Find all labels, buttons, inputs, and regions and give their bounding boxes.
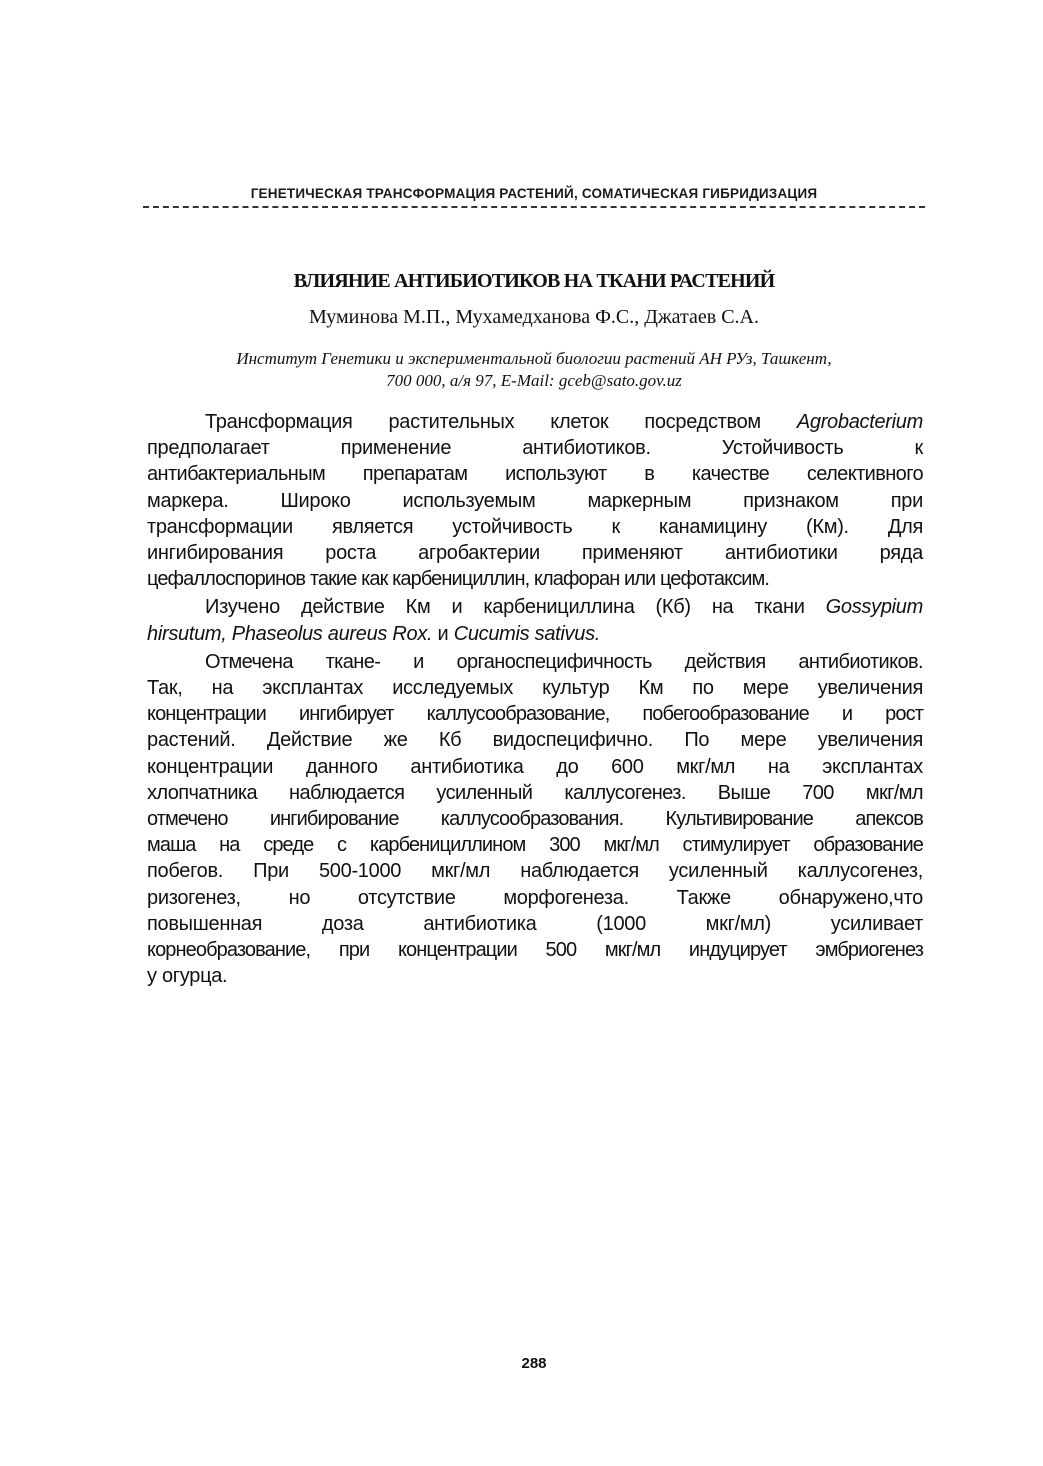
paragraph-line: предполагает применение антибиотиков. Устойчивость к [147,437,923,460]
paragraph-line: Отмечена ткане- и органоспецифичность действия антибиотиков. [205,650,923,673]
article-title: ВЛИЯНИЕ АНТИБИОТИКОВ НА ТКАНИ РАСТЕНИЙ [293,270,775,292]
species-name: Gossypium [825,596,923,619]
paragraph-2 [147,594,923,646]
paragraph-line: цефаллоспоринов такие как карбенициллин, клафоран или цефотаксим. [147,568,770,591]
species-name: Cucumis sativus. [453,622,601,645]
paragraph-line: трансформации является устойчивость к канамицину (Км). Для [147,515,923,538]
paragraph-line: маркера. Широко используемым маркерным признаком при [147,489,923,512]
paragraph-line: отмечено ингибирование каллусообразования. Культивирование апексов [147,808,923,831]
affiliation-line-1: Институт Генетики и экспериментальной биологии растений АН РУз, Ташкент, [236,349,832,368]
species-name: Agrobacterium [796,411,923,433]
paragraph-line: антибактериальным препаратам используют в качестве селективного [147,463,923,486]
species-name: hirsutum, Phaseolus aureus Rox. [147,622,433,645]
paragraph-3 [147,649,923,990]
article-body [147,409,923,991]
paragraph-line: концентрации ингибирует каллусообразование, побегообразование и рост [147,703,923,726]
paragraph-line: маша на среде с карбенициллином 300 мкг/мл стимулирует образование [147,834,923,857]
affiliation-line-2: 700 000, а/я 97, E-Mail: gceb@sato.gov.uz [386,371,682,390]
paragraph-line: Изучено действие Км и карбенициллина (Кб) на ткани Gossypium [205,596,923,619]
paragraph-line: концентрации данного антибиотика до 600 мкг/мл на эксплантах [147,755,923,778]
paragraph-line: ингибирования роста агробактерии применяют антибиотики ряда [147,542,923,565]
paragraph-line: hirsutum, Phaseolus aureus Rox. и Cucumis sativus. [147,622,601,645]
page-number: 288 [521,1355,547,1372]
paragraph-line: побегов. При 500-1000 мкг/мл наблюдается усиленный каллусогенез, [147,860,923,883]
paragraph-line: повышенная доза антибиотика (1000 мкг/мл) усиливает [147,912,923,935]
paragraph-line: ризогенез, но отсутствие морфогенеза. Также обнаружено,что [147,886,923,909]
paragraph-line: хлопчатника наблюдается усиленный каллусогенез. Выше 700 мкг/мл [147,781,923,804]
header-rule [143,206,925,208]
paragraph-line: Трансформация растительных клеток посредством Agrobacterium [205,411,923,433]
affiliation [143,348,925,392]
authors: Муминова М.П., Мухамедханова Ф.С., Джатаев С.А. [308,306,759,328]
paragraph-line: растений. Действие же Кб видоспецифично. По мере увеличения [147,729,923,752]
paragraph-line: корнеобразование, при концентрации 500 мкг/мл индуцирует эмбриогенез [147,939,923,962]
running-header: ГЕНЕТИЧЕСКАЯ ТРАНСФОРМАЦИЯ РАСТЕНИЙ, СОМАТИЧЕСКАЯ ГИБРИДИЗАЦИЯ [250,186,818,201]
paragraph-line: Так, на эксплантах исследуемых культур Км по мере увеличения [147,677,923,700]
paragraph-line: у огурца. [147,965,228,988]
paragraph-1 [147,409,923,592]
